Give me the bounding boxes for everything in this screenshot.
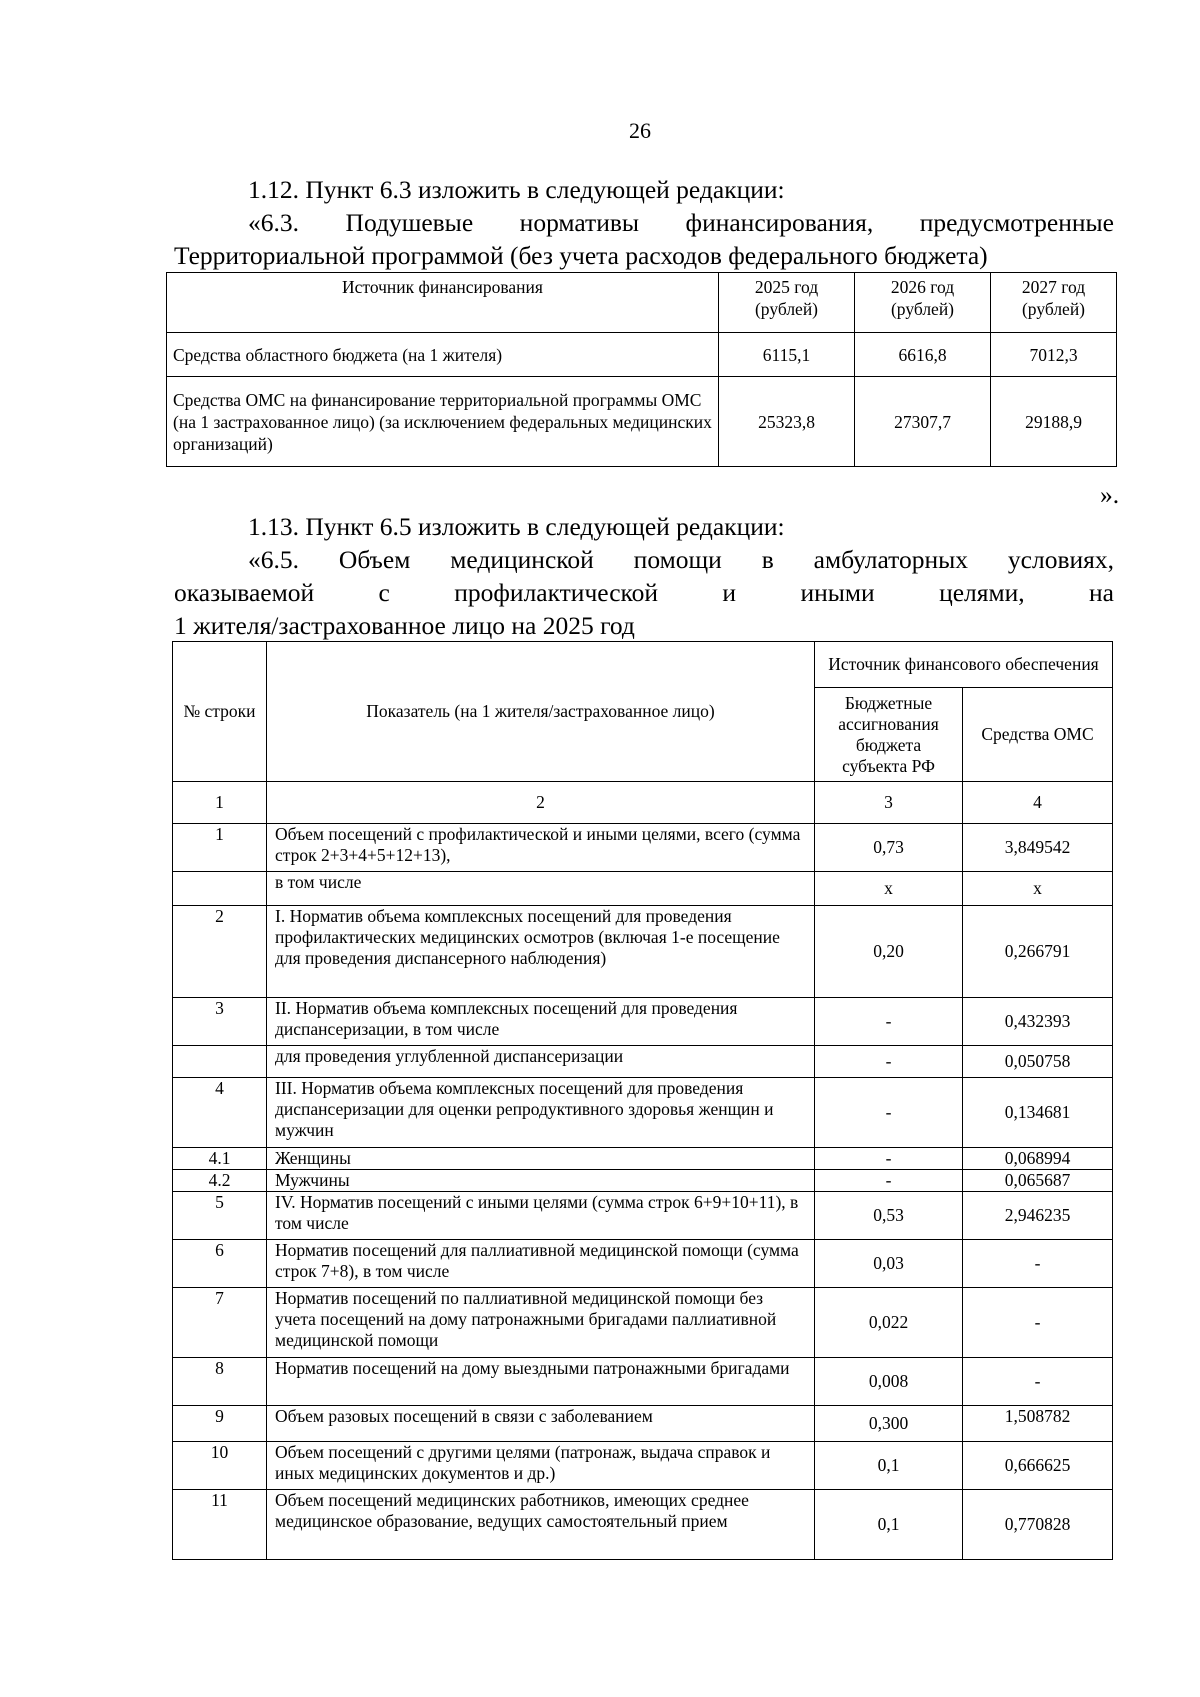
column-number: 1	[173, 782, 267, 824]
table-row	[173, 1240, 1113, 1288]
table-row	[173, 998, 1113, 1046]
row-number: 4.2	[173, 1170, 267, 1192]
table-row	[173, 906, 1113, 998]
row-number: 1	[173, 824, 267, 872]
row-oms: 0,666625	[963, 1442, 1113, 1490]
row-oms: 0,432393	[963, 998, 1113, 1046]
cell-source: Средства ОМС на финансирование территориальной программы ОМС (на 1 застрахованное лицо) (за исключением федеральных медицинских организаций)	[167, 377, 719, 467]
outpatient-care-volume-table	[172, 641, 1113, 1560]
row-indicator: IV. Норматив посещений с иными целями (сумма строк 6+9+10+11), в том числе	[267, 1192, 815, 1240]
section-1-13-heading: 1.13. Пункт 6.5 изложить в следующей редакции:	[248, 512, 785, 541]
row-oms: 0,770828	[963, 1490, 1113, 1560]
row-number: 2	[173, 906, 267, 998]
row-indicator: II. Норматив объема комплексных посещений для проведения диспансеризации, в том числе	[267, 998, 815, 1046]
row-indicator: Норматив посещений по паллиативной медицинской помощи без учета посещений на дому патронажными бригадами паллиативной медицинской помощи	[267, 1288, 815, 1358]
row-number: 9	[173, 1406, 267, 1442]
table-row	[173, 1078, 1113, 1148]
row-indicator: Объем посещений с профилактической и иными целями, всего (сумма строк 2+3+4+5+12+13),	[267, 824, 815, 872]
table-row	[173, 1490, 1113, 1560]
row-number: 7	[173, 1288, 267, 1358]
column-number: 2	[267, 782, 815, 824]
row-indicator: I. Норматив объема комплексных посещений для проведения профилактических медицинских осмотров (включая 1-е посещение для проведения диспансерного наблюдения)	[267, 906, 815, 998]
section-1-13-line1: «6.5. Объем медицинской помощи в амбулаторных условиях,	[248, 545, 1114, 574]
row-budget: -	[815, 1046, 963, 1078]
table-row	[173, 1148, 1113, 1170]
row-indicator: Мужчины	[267, 1170, 815, 1192]
section-1-13-line3: 1 жителя/застрахованное лицо на 2025 год	[174, 611, 635, 640]
row-oms: 0,266791	[963, 906, 1113, 998]
section-1-12-line1: «6.3. Подушевые нормативы финансирования, предусмотренные	[248, 208, 1114, 237]
table-row	[173, 1406, 1113, 1442]
table-row	[173, 1358, 1113, 1406]
row-budget: -	[815, 998, 963, 1046]
row-indicator: Норматив посещений на дому выездными патронажными бригадами	[267, 1358, 815, 1406]
row-indicator: III. Норматив объема комплексных посещений для проведения диспансеризации для оценки репродуктивного здоровья женщин и мужчин	[267, 1078, 815, 1148]
section-1-12	[174, 173, 1114, 272]
header-budget: Бюджетные ассигнования бюджета субъекта РФ	[815, 688, 963, 782]
row-oms: x	[963, 872, 1113, 906]
row-indicator: Объем посещений с другими целями (патронаж, выдача справок и иных медицинских документов и др.)	[267, 1442, 815, 1490]
row-budget: 0,20	[815, 906, 963, 998]
row-oms: 0,134681	[963, 1078, 1113, 1148]
row-number: 10	[173, 1442, 267, 1490]
row-oms: -	[963, 1358, 1113, 1406]
header-2027: 2027 год (рублей)	[991, 273, 1117, 333]
table-row	[173, 1288, 1113, 1358]
header-2026: 2026 год (рублей)	[855, 273, 991, 333]
row-oms: 2,946235	[963, 1192, 1113, 1240]
row-budget: -	[815, 1078, 963, 1148]
row-number: 8	[173, 1358, 267, 1406]
section-1-13	[174, 510, 1114, 642]
table-row	[173, 1192, 1113, 1240]
row-number	[173, 872, 267, 906]
table-row	[173, 1442, 1113, 1490]
row-oms: -	[963, 1240, 1113, 1288]
table-header-row	[173, 642, 1113, 688]
header-row-number: № строки	[173, 642, 267, 782]
header-financing-source: Источник финансового обеспечения	[815, 642, 1113, 688]
financing-standards-table	[166, 272, 1117, 467]
table-row	[173, 872, 1113, 906]
row-number	[173, 1046, 267, 1078]
cell-2025: 6115,1	[719, 333, 855, 377]
row-oms: 0,050758	[963, 1046, 1113, 1078]
row-number: 6	[173, 1240, 267, 1288]
row-budget: x	[815, 872, 963, 906]
row-number: 4.1	[173, 1148, 267, 1170]
table-row	[167, 377, 1117, 467]
row-indicator: Объем разовых посещений в связи с заболеванием	[267, 1406, 815, 1442]
cell-2025: 25323,8	[719, 377, 855, 467]
section-1-12-line2: Территориальной программой (без учета расходов федерального бюджета)	[174, 241, 988, 270]
row-indicator: Норматив посещений для паллиативной медицинской помощи (сумма строк 7+8), в том числе	[267, 1240, 815, 1288]
header-2025: 2025 год (рублей)	[719, 273, 855, 333]
row-budget: -	[815, 1170, 963, 1192]
row-budget: 0,1	[815, 1490, 963, 1560]
cell-2027: 29188,9	[991, 377, 1117, 467]
row-oms: 0,065687	[963, 1170, 1113, 1192]
header-oms: Средства ОМС	[963, 688, 1113, 782]
table-row	[173, 824, 1113, 872]
column-number-row	[173, 782, 1113, 824]
cell-source: Средства областного бюджета (на 1 жителя)	[167, 333, 719, 377]
cell-2026: 6616,8	[855, 333, 991, 377]
column-number: 3	[815, 782, 963, 824]
table-row	[173, 1170, 1113, 1192]
row-number: 11	[173, 1490, 267, 1560]
header-source: Источник финансирования	[167, 273, 719, 333]
row-budget: 0,53	[815, 1192, 963, 1240]
row-indicator: в том числе	[267, 872, 815, 906]
row-oms: -	[963, 1288, 1113, 1358]
row-budget: 0,1	[815, 1442, 963, 1490]
row-number: 4	[173, 1078, 267, 1148]
row-budget: 0,300	[815, 1406, 963, 1442]
section-1-12-heading: 1.12. Пункт 6.3 изложить в следующей редакции:	[248, 175, 785, 204]
row-budget: 0,03	[815, 1240, 963, 1288]
row-budget: 0,008	[815, 1358, 963, 1406]
header-indicator: Показатель (на 1 жителя/застрахованное лицо)	[267, 642, 815, 782]
row-indicator: Объем посещений медицинских работников, имеющих среднее медицинское образование, ведущих самостоятельный прием	[267, 1490, 815, 1560]
row-number: 5	[173, 1192, 267, 1240]
table-row	[167, 333, 1117, 377]
row-number: 3	[173, 998, 267, 1046]
row-budget: 0,022	[815, 1288, 963, 1358]
cell-2027: 7012,3	[991, 333, 1117, 377]
row-indicator: для проведения углубленной диспансеризации	[267, 1046, 815, 1078]
table-row	[173, 1046, 1113, 1078]
column-number: 4	[963, 782, 1113, 824]
section-1-13-line2: оказываемой с профилактической и иными целями, на	[174, 578, 1114, 607]
row-budget: 0,73	[815, 824, 963, 872]
cell-2026: 27307,7	[855, 377, 991, 467]
row-budget: -	[815, 1148, 963, 1170]
row-oms: 1,508782	[963, 1406, 1113, 1442]
table-header-row	[167, 273, 1117, 333]
row-oms: 0,068994	[963, 1148, 1113, 1170]
row-oms: 3,849542	[963, 824, 1113, 872]
closing-quote: ».	[1100, 480, 1120, 509]
page-number: 26	[629, 118, 651, 143]
row-indicator: Женщины	[267, 1148, 815, 1170]
